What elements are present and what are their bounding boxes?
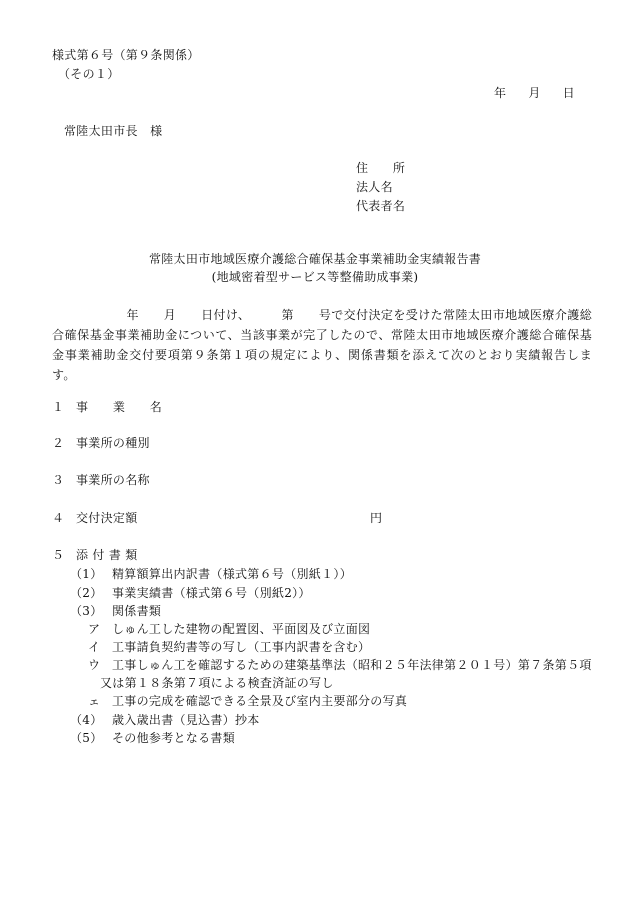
related-doc-u-continuation: 又は第１８条第７項による検査済証の写し	[100, 676, 334, 690]
item-attachments: ５ 添 付 書 類	[52, 548, 138, 562]
item-business-name: １ 事 業 名	[52, 400, 163, 414]
attachment-3: （3） 関係書類	[70, 604, 162, 618]
document-subtitle: (地域密着型サービス等整備助成事業)	[211, 270, 419, 284]
representative-label: 代表者名	[356, 199, 406, 213]
body-paragraph: 年 月 日付け、 第 号で交付決定を受けた常陸太田市地域医療介護総合確保基金事業補助金について、当該事業が完了したので、常陸太田市地域医療介護総合確保基金事業補助金交付要項第９条第１項の規定により、関係書類を添えて次のとおり実績報告します。	[52, 308, 592, 382]
form-number: 様式第６号（第９条関係）	[52, 48, 200, 62]
date-day: 日	[562, 86, 575, 100]
address-label: 住 所	[356, 161, 406, 175]
item-facility-name: ３ 事業所の名称	[52, 473, 150, 487]
item-facility-type: ２ 事業所の種別	[52, 436, 150, 450]
item-grant-amount: ４ 交付決定額 円	[52, 511, 383, 525]
date-year: 年	[494, 86, 507, 100]
document-title: 常陸太田市地域医療介護総合確保基金事業補助金実績報告書	[148, 252, 482, 266]
corporation-label: 法人名	[356, 180, 393, 194]
addressee: 常陸太田市長 様	[64, 124, 163, 138]
attachment-4: （4） 歳入歳出書（見込書）抄本	[70, 713, 260, 727]
form-sub-number: （その１）	[58, 67, 120, 81]
related-doc-i: イ 工事請負契約書等の写し（工事内訳書を含む）	[88, 640, 371, 654]
yen-unit: 円	[370, 511, 383, 525]
related-doc-u: ウ 工事しゅん工を確認するための建築基準法（昭和２５年法律第２０１号）第７条第５項	[88, 658, 592, 672]
date-month: 月	[528, 86, 541, 100]
attachment-1: （1） 精算額算出内訳書（様式第６号（別紙１））	[70, 567, 353, 581]
date-line	[494, 85, 575, 101]
related-doc-a: ア しゅん工した建物の配置図、平面図及び立面図	[88, 622, 371, 636]
attachment-5: （5） その他参考となる書類	[70, 731, 236, 745]
applicant-block	[356, 159, 405, 216]
attachment-2: （2） 事業実績書（様式第６号（別紙2））	[70, 586, 311, 600]
related-doc-e: ェ 工事の完成を確認できる全景及び室内主要部分の写真	[88, 694, 408, 708]
